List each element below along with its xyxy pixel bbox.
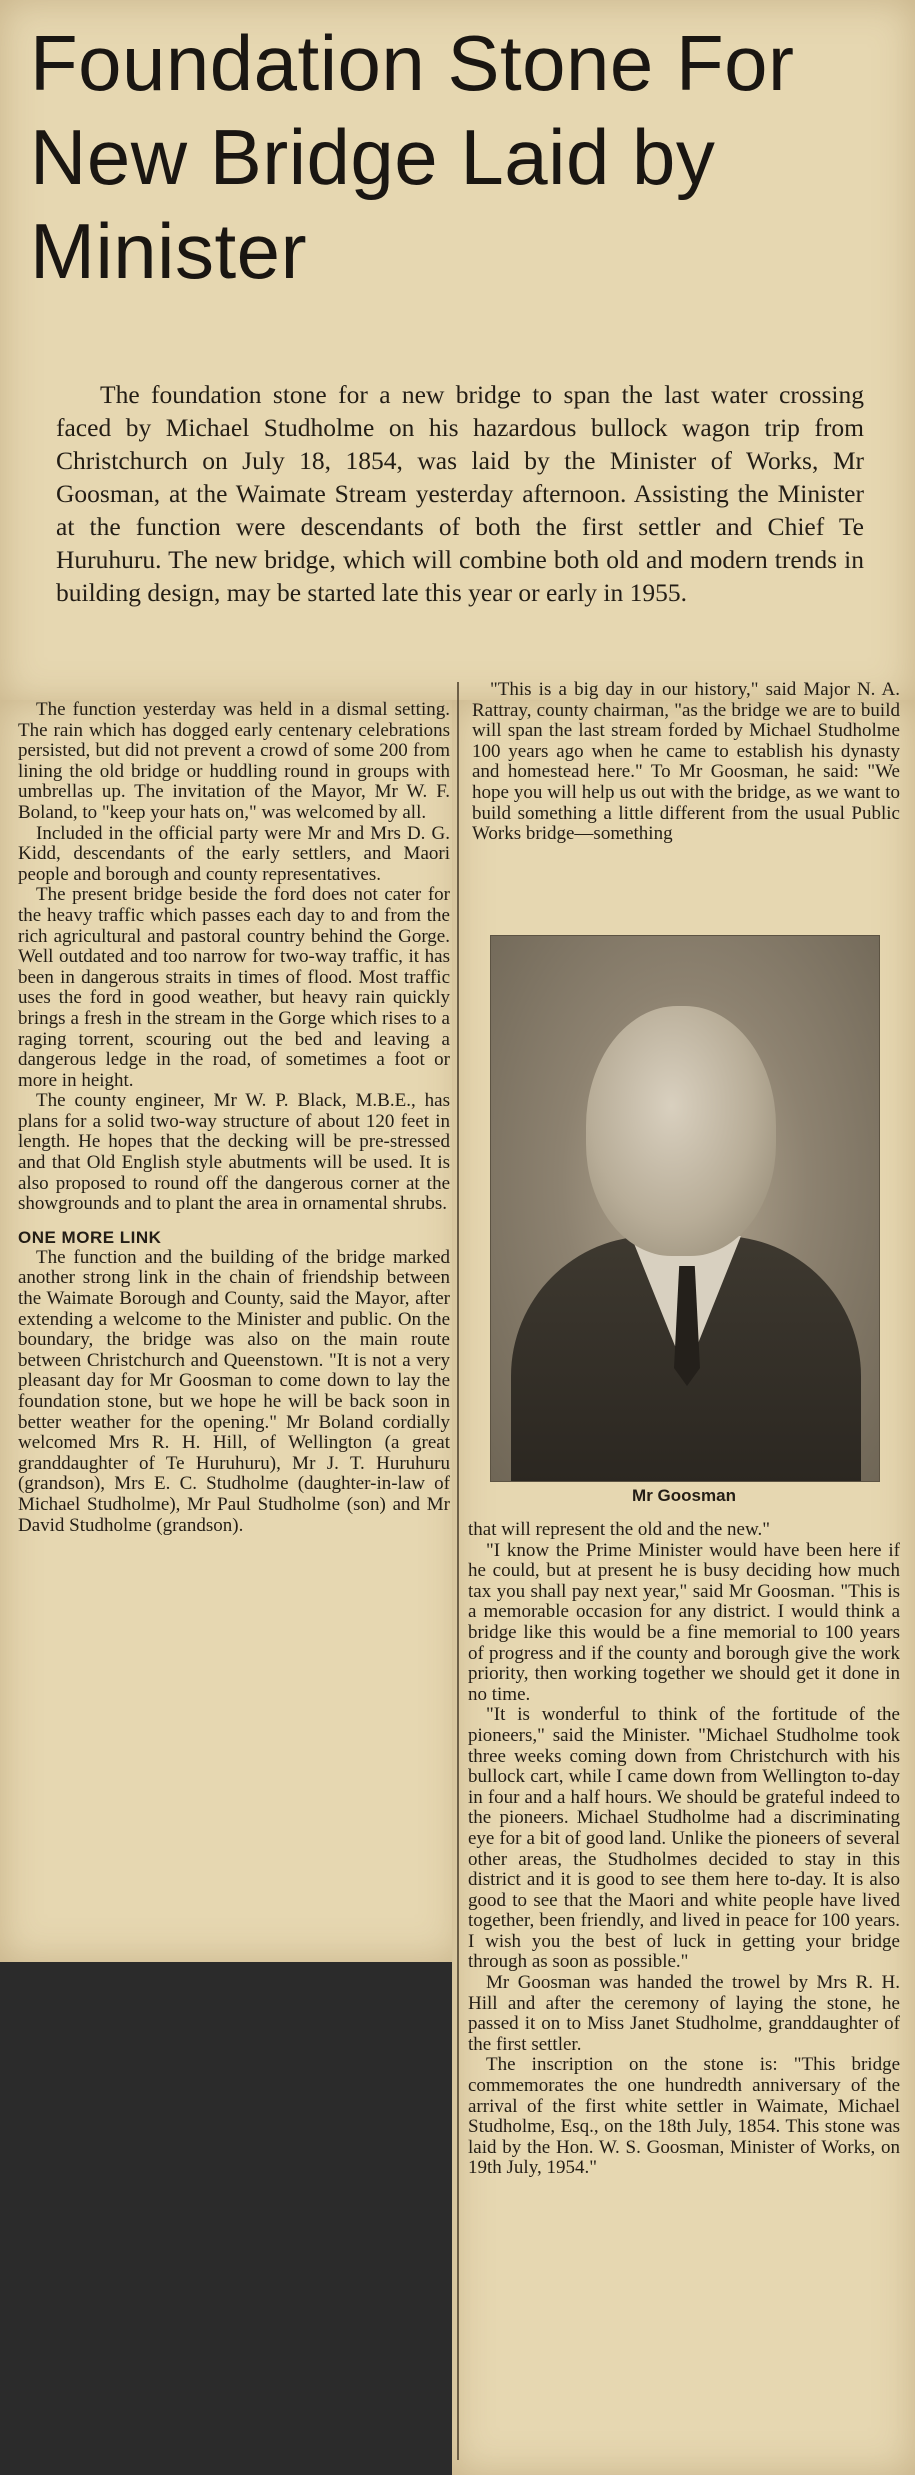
article-paragraph: The county engineer, Mr W. P. Black, M.B.E., has plans for a solid two-way structure of about 120 feet in length. He hopes that the decking will be pre-stressed and that Old English style abutments will be used. It is also proposed to round off the dangerous corner at the showgrounds and to plant the area in ornamental shrubs.: [18, 1090, 450, 1215]
article-paragraph: Included in the official party were Mr and Mrs D. G. Kidd, descendants of the early settlers, and Maori people and borough and county representatives.: [18, 822, 450, 885]
portrait-photo: [490, 935, 880, 1482]
article-paragraph: "This is a big day in our history," said Major N. A. Rattray, county chairman, "as the bridge we are to build will span the last stream forded by Michael Studholme 100 years ago when he came to establish his dynasty and homestead here." To Mr Goosman, he said: "We hope you will help us out with the bridge, as we want to build something a little different from the usual Public Works bridge—something: [472, 679, 900, 845]
lede-paragraph: The foundation stone for a new bridge to span the last water crossing faced by Michael Studholme on his hazardous bullock wagon trip from Christchurch on July 18, 1854, was laid by the Minister of Works, Mr Goosman, at the Waimate Stream yesterday afternoon. Assisting the Minister at the function were descendants of both the first settler and Chief Te Huruhuru. The new bridge, which will combine both old and modern trends in building design, may be started late this year or early in 1955.: [56, 380, 864, 607]
headline: Foundation Stone For New Bridge Laid by Minister: [30, 19, 795, 295]
article-paragraph: "I know the Prime Minister would have been here if he could, but at present he is busy deciding how much tax you shall pay next year," said Mr Goosman. "This is a memorable occasion for any district. I would think a bridge like this would be a fine memorial to 100 years of progress and if the county and borough give the work priority, then working together we should get it done in no time.: [468, 1539, 900, 1705]
article-paragraph: "It is wonderful to think of the fortitude of the pioneers," said the Minister. "Michael Studholme took three weeks coming down from Christchurch with his bullock cart, while I came down from Wellington to-day in four and a half hours. We should be grateful indeed to the pioneers. Michael Studholme had a discriminating eye for a bit of good land. Unlike the pioneers of several other areas, the Studholmes decided to stay in this district and it is good to see them here to-day. It is also good to see that the Maori and white people have lived together, been friendly, and lived in peace for 100 years. I wish you the best of luck in getting your bridge through as soon as possible.": [468, 1704, 900, 1973]
right-column-top: [472, 680, 900, 845]
article-paragraph: The function and the building of the bridge marked another strong link in the chain of friendship between the Waimate Borough and County, said the Mayor, after extending a welcome to the Minister and public. On the boundary, the bridge was also on the main route between Christchurch and Queenstown. "It is not a very pleasant day for Mr Goosman to come down to lay the foundation stone, but we hope he will be back soon in better weather for the opening." Mr Boland cordially welcomed Mrs R. H. Hill, of Wellington (a great granddaughter of Te Huruhuru), Mr J. T. Huruhuru (grandson), Mrs E. C. Studholme (daughter-in-law of Michael Studholme), Mr Paul Studholme (son) and Mr David Studholme (grandson).: [18, 1246, 450, 1536]
photo-caption: Mr Goosman: [632, 1486, 736, 1505]
article-paragraph: The present bridge beside the ford does not cater for the heavy traffic which passes each day to and from the rich agricultural and pastoral country behind the Gorge. Well outdated and too narrow for two-way traffic, it has been in dangerous straits in times of flood. Most traffic uses the ford in good weather, but heavy rain quickly brings a fresh in the stream in the Gorge which rises to a raging torrent, scouring out the bed and leaving a dangerous ledge in the road, of sometimes a foot or more in height.: [18, 884, 450, 1091]
article-paragraph: Mr Goosman was handed the trowel by Mrs R. H. Hill and after the ceremony of laying the stone, he passed it on to Miss Janet Studholme, granddaughter of the first settler.: [468, 1972, 900, 2055]
article-paragraph: The function yesterday was held in a dismal setting. The rain which has dogged early centenary celebrations persisted, but did not prevent a crowd of some 200 from lining the old bridge or huddling round in groups with umbrellas up. The invitation of the Mayor, Mr W. F. Boland, to "keep your hats on," was welcomed by all.: [18, 699, 450, 823]
right-column-bottom: [468, 1520, 900, 2179]
column-rule: [457, 682, 459, 2460]
article-paragraph: The inscription on the stone is: "This bridge commemorates the one hundredth anniversary of the arrival of the first white settler in Waimate, Michael Studholme, Esq., on the 18th July, 1854. This stone was laid by the Hon. W. S. Goosman, Minister of Works, on 19th July, 1954.": [468, 2054, 900, 2179]
article-paragraph: that will represent the old and the new.": [468, 1519, 770, 1540]
photo-head: [586, 1006, 776, 1256]
left-column: [18, 700, 450, 1536]
subheading: ONE MORE LINK: [18, 1227, 162, 1247]
